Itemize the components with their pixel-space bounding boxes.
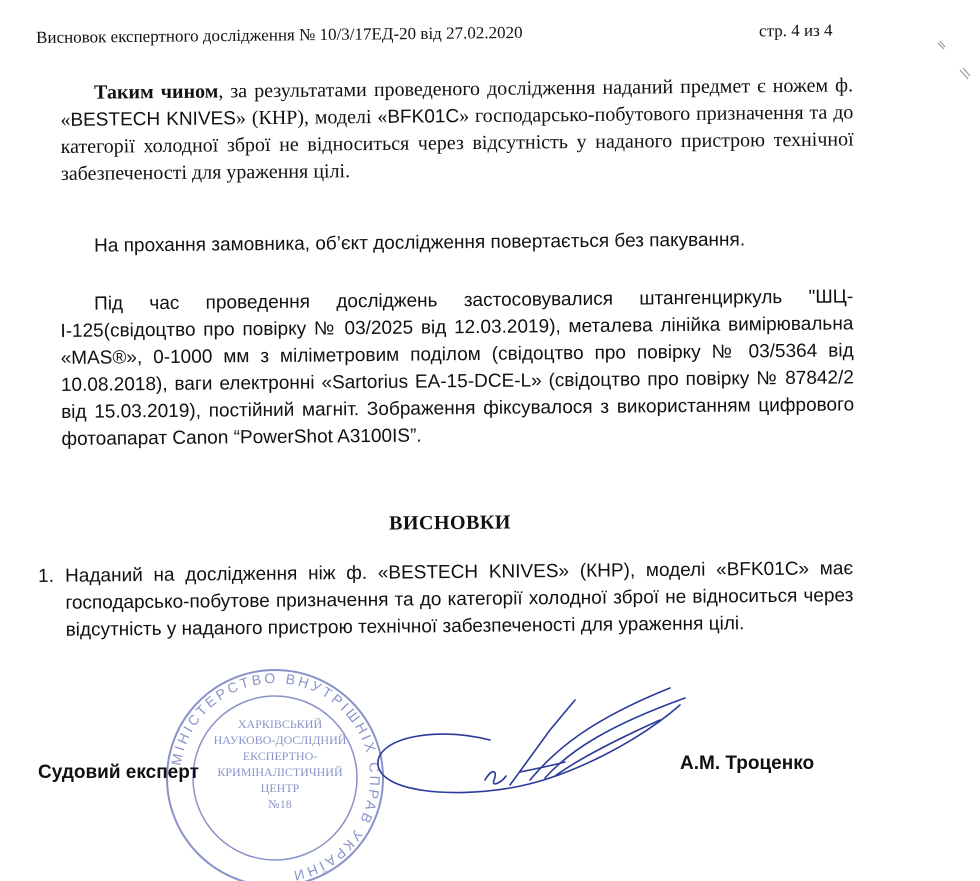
expert-role: Судовий експерт	[38, 762, 199, 783]
paragraph-summary: Таким чином, за результатами проведеного дослідження наданий предмет є ножем ф. «BESTECH KNIVES» (КНР), моделі «BFK01C» господарсько-побутового призначення та до категорії холодної зброї не відноситься через відсутність у наданого пристрою технічної забезпеченості для ураження цілі.	[60, 74, 854, 185]
stamp-line: ХАРКІВСЬКИЙ	[237, 717, 323, 731]
summary-lead: Таким чином	[94, 80, 219, 104]
scan-marks	[930, 35, 980, 95]
conclusion-item	[38, 555, 854, 644]
stamp-line: ЕКСПЕРТНО-	[242, 749, 318, 763]
paragraph-return: На прохання замовника, об’єкт дослідження повертається без пакування.	[94, 229, 746, 257]
conclusion-number: 1.	[38, 565, 55, 587]
brand-name: BESTECH KNIVES	[70, 108, 237, 131]
stamp-line: НАУКОВО-ДОСЛІДНИЙ	[213, 733, 347, 747]
page-number: стр. 4 из 4	[758, 20, 833, 41]
handwritten-signature	[370, 680, 700, 810]
conclusion-text: Наданий на дослідження ніж ф. «BESTECH KNIVES» (КНР), моделі «BFK01C» має господарсько-побутове призначення та до категорії холодної зброї не відноситься через відсутність у наданого пристрою технічної забезпеченості для ураження цілі.	[65, 558, 854, 641]
expert-name: А.М. Троценко	[680, 753, 815, 774]
stamp-line: №18	[268, 797, 292, 811]
stamp-outer-text: МІНІСТЕРСТВО ВНУТРІШНІХ СПРАВ УКРАЇНИ	[167, 669, 384, 881]
paragraph-equipment: Під час проведення досліджень застосовувалися штангенциркуль "ШЦ-І-125(свідоцтво про повірку № 03/2025 від 12.03.2019), металева лінійка вимірювальна «MAS®», 0-1000 мм з міліметровим поділом (свідоцтво про повірку № 03/5364 від 10.08.2018), ваги електронні «Sartorius EA-15-DCE-L» (свідоцтво про повірку № 87842/2 від 15.03.2019), постійний магніт. Зображення фіксувалося з використанням цифрового фотоапарат Canon “PowerShot A3100IS”.	[60, 286, 855, 450]
stamp-line: КРИМІНАЛІСТИЧНИЙ	[217, 765, 343, 779]
conclusions-heading: ВИСНОВКИ	[388, 511, 512, 535]
header-title: Висновок експертного дослідження № 10/3/17ЕД-20 від 27.02.2020	[36, 22, 523, 47]
stamp-line: ЦЕНТР	[260, 781, 300, 795]
model-name: BFK01C	[387, 106, 460, 128]
